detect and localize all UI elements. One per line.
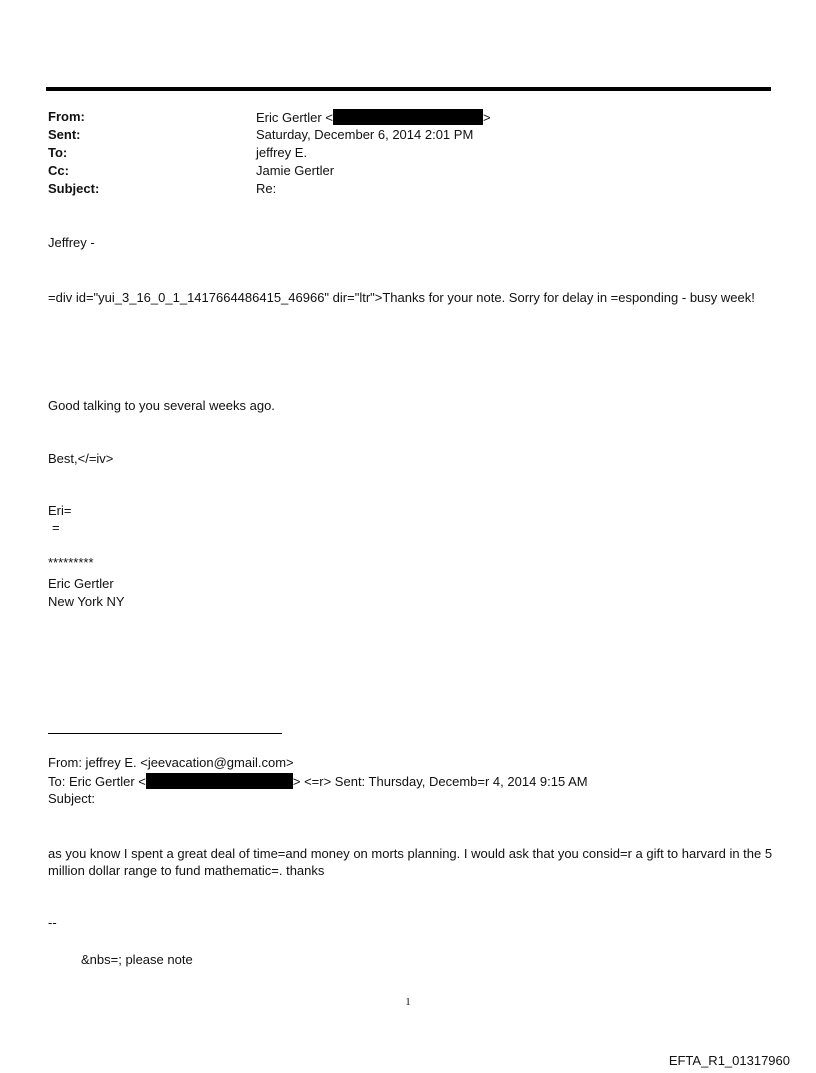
from-label: From:: [48, 109, 85, 124]
quoted-from: From: jeffrey E. <jeevacation@gmail.com>: [48, 755, 294, 770]
sent-label: Sent:: [48, 127, 81, 142]
signature-line-1: Eri=: [48, 503, 72, 518]
signature-name: Eric Gertler: [48, 576, 114, 591]
quoted-to-suffix: > <=r> Sent: Thursday, Decemb=r 4, 2014 9:15 AM: [292, 774, 588, 789]
from-value: [256, 109, 491, 125]
body-paragraph-1: =div id="yui_3_16_0_1_1417664486415_46966" dir="ltr">Thanks for your note. Sorry for delay in =esponding - busy week!: [48, 290, 755, 305]
from-trail: >: [482, 110, 491, 125]
to-value: jeffrey E.: [256, 145, 308, 160]
header-rule: [46, 87, 771, 91]
signature-stars: *********: [48, 555, 94, 570]
sent-value: Saturday, December 6, 2014 2:01 PM: [256, 127, 474, 142]
quote-separator: [48, 733, 282, 734]
subject-label: Subject:: [48, 181, 100, 196]
redaction-box: [333, 109, 483, 125]
signature-city: New York NY: [48, 594, 125, 609]
quoted-dashes: --: [48, 915, 57, 930]
cc-value: Jamie Gertler: [256, 163, 335, 178]
from-name: Eric Gertler <: [256, 110, 333, 125]
closing: Best,</=iv>: [48, 451, 114, 466]
quoted-to-prefix: To: Eric Gertler <: [48, 774, 146, 789]
page-number: 1: [405, 996, 411, 1008]
quoted-subject: Subject:: [48, 791, 95, 806]
signature-line-2: =: [52, 520, 60, 535]
greeting: Jeffrey -: [48, 235, 95, 250]
quoted-message: as you know I spent a great deal of time=and money on morts planning. I would ask that you consid=r a gift to harvard in the 5 million dollar range to fund mathematic=. thanks: [48, 846, 773, 878]
cc-label: Cc:: [48, 163, 69, 178]
redaction-box: [146, 773, 293, 789]
quoted-to: [48, 773, 588, 789]
subject-value: Re:: [256, 181, 277, 196]
to-label: To:: [48, 145, 68, 160]
quoted-note: &nbs=; please note: [81, 952, 193, 967]
document-id: EFTA_R1_01317960: [668, 1053, 790, 1068]
body-paragraph-2: Good talking to you several weeks ago.: [48, 398, 275, 413]
